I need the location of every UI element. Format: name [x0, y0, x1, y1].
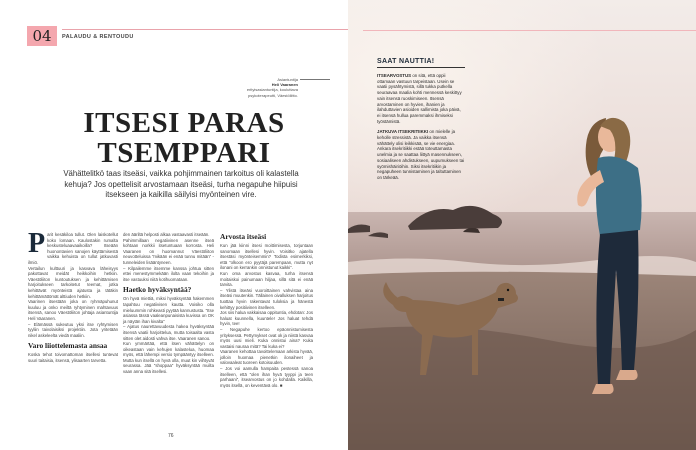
drop-cap: P: [28, 228, 46, 259]
paragraph: Vertailun kulttuuri ja kasvava läheisyys pakottavat meidät heikkoihin hetkiin. Väestöliiton kuntoutuksen ja kehittämisen harjoitukseen tarkoitetut teemat, jotka kehittävät myönteistä ajatusta ja tätäkin kehittämättömät alttiuden hetkiin.: [28, 265, 118, 299]
sidebar-paragraph: [377, 129, 465, 180]
paragraph: Kun jää kiinni itsesi moittimisesta, torjuntaan sanomaan itsellesi hyvin. Voisitko ajatella itsestäsi myönteisemmin? Todista esimerkiksi, että ”olkoon ero pyytäjä parempaan, mutta nyt ilonani on kerrankin onnistunut kaikki”.: [220, 243, 313, 271]
caption-name: Heli Vaaranen: [271, 82, 298, 88]
paragraph: Vaarinen itsestään joka on ryhmäpuhunut kuuluu ja onko meiltä ryhtyminen mahtavuus itsensä, sanoo Väestöliiton johtaja asiantuntija Heli Vaaranen.: [28, 299, 118, 321]
body-column-1: [28, 228, 118, 363]
paragraph: – Elämässä sukeutuu yksi itse ryhtymisen tyyliin taivolaisiksi projektiin. Jota yritetään nikel askeleelta viedä maaliin.: [28, 321, 118, 338]
page-footer-number: 76: [168, 433, 174, 439]
caption-role: erityisasiantuntija, kouluttava psykoterapeutti, Väestöliitto.: [246, 87, 298, 98]
paragraph: Vaaranen kehottaa tavoittelemaan arkista hyvää, jolloin huomaa pienetkin ilonaiheet ja valovaaleat tuoreen kotoisuuden.: [220, 349, 313, 366]
sidebar-rule: [377, 67, 465, 68]
subheading: Haetko hyväksyntää?: [123, 285, 192, 295]
paragraph: – Negapuhe kertoo epäonnistumisesta yrityksessä. Pettymykset ovat ok ja niistä kasvaa myös uusi mieli. Kuka onnistui aina? Kuka vastaisi nauraa mitä? Tai kuka ei?: [220, 326, 313, 349]
section-label: PALAUDU & RENTOUDU: [62, 34, 134, 40]
page-number-badge: [27, 26, 57, 46]
page-number: 04: [32, 27, 52, 45]
sidebar-lead-word: ITSEARVOSTUS: [377, 73, 412, 78]
sidebar-box: [377, 58, 465, 186]
subheading: Arvosta itseäsi: [220, 232, 267, 241]
article-lead: Vähättelitkö taas itseäsi, vaikka pohjimmainen tarkoitus oli kalastella kehuja? Jos opettelisit arvostamaan itseäsi, turha negapuhe hiipuisi itsekseen ja kaikilla säilyisi myönteinen vire.: [63, 169, 299, 200]
top-rule: [62, 29, 348, 30]
paragraph: Koska tehot toivomattoman itsellesi tuntevat suuri taitaisia, itsensä, ylisaarten tarvetta.: [28, 352, 118, 363]
paragraph: Kun ymmärtää, että itsen vähättelyn on oikeastaan vain kehujen kalastelua, huomaa myös, että lähempi versio tympääntyy itselleen. Mutta kun itsellä on hyvä olla, muut kin viihtyvät seurassa. Jää ”shoppaa” hyväksyntää muilta vaan anna sitä itsellesi.: [123, 341, 214, 375]
article-title: ITSESI PARAS TSEMPPARI: [83, 107, 285, 169]
sidebar-paragraph: [377, 73, 465, 124]
subheading: Varo liiottelemasta ansaa: [28, 341, 108, 351]
paragraph: Pahimmillaan negatiivinen asenne itseä kohtaan norkkii itsetuntuaan korrosta. Heli Vaaranen on huomannut Väestöliiton neuvotteluissa ”mikään ei enää tunnu mitään” -tunneleiden lisääntyneen.: [123, 237, 214, 265]
caption-text: Asiantuntija: [277, 77, 298, 82]
sidebar-text: on sitä, että oppii ottamaan vastuun tarpeistaan. Usein se vaatii pysähtymistä, sillä tukka putkella seuraavaa maalia kohti mennessä keskittyy vain itsensä ruoskimiseen. Itsensä arvostaminen on hyvien, ihanien ja ilahduttavien asioiden sallimista joka päivä, ei itsensä hullua paremmaksi ihmiseksi työstämistä.: [377, 73, 462, 124]
paragraph: den ääriltä helposti alkaa vastaavasti itseään.: [123, 232, 210, 237]
sidebar-lead-word: JATKUVA ITSEKRITIIKKI: [377, 129, 429, 135]
paragraph: Jos siis halua vakkaisaa oppituntia, ehdotan: Jos haluat kuunnella, kuuntele! Jos haluat tehdä hyvin, tee!: [220, 310, 313, 327]
sidebar-text: on mielelle ja keholle stressistä. Ja vaikka itsensä vähättely olisi leikkisää, se vie energiaa. Ankara itsekritiikki estää toteuttamasta unelmia ja se saattaa liittyä masennukseen, sosiaaliseen ahdistukseen, uupumukseen tai syömishäiriöihin. Siksi itsekritiikin ja negapuheen tunnistaminen ja taltuttaminen on tärkeää.: [377, 129, 465, 180]
paragraph: Kun oma arvostus kasvaa, turha itsensä moitaiskoi painumaan hiljaa, sillä sitä ei enää tarvita.: [220, 270, 313, 288]
paragraph: – Jos voi aamulla hampaita pestessä sanoa itselleen, että ”olen ihan hyvä tyyppi ja teen parhaani”, itsearvostus on jo kohdalla. Kaikilla, myös itsellä, on keventävä olo. ■: [220, 366, 313, 388]
paragraph: arit kesäkiloa tullut. Olen laiskotellut koko lomaan. Kaulostakin rumalta keskusteluaavaaikoilla? Itseään huonontavien sanojen käyttämisestä vaikka kehuista on tullut jatkuvasti ilmiö.: [28, 232, 118, 265]
sidebar-title: SAAT NAUTTIA!: [377, 58, 435, 65]
expert-caption: [232, 77, 298, 98]
body-column-3: [220, 232, 313, 388]
paragraph: On hyvä miettiä, miksi hyväksyntää hakemmen tapahtuu negatiivisen kautta. Voisiko olla mieluummin rohkeasti pyytää kannustusta. ”Itse asiassa tässä vaaleanpunaisista kuvissa on OK ja näytän ihan kivalta”: [123, 296, 214, 324]
body-column-2: [123, 232, 214, 375]
caption-pointer-line: [300, 79, 330, 80]
paragraph: – Ajatus naurettavuudesta hakea hyväksyntää itsensä vaatii harjoittelua, mutta toisaalta vasta sitten olet aidosti vahva itse. Vaaranen sanoo.: [123, 324, 214, 341]
paragraph: – Kilpailemme itsemme kanssa johtua sitten ettei menestymmekään ilolta vaan tekoihin ja itse vastuuksi niitä kotihuomataan.: [123, 265, 214, 282]
paragraph: – Ylistä itseäsi vuoroittainen vahvistaa aina itseäsi muutenkin. Tällainen oivalluksen harjoitus tuottaa hyvin rakentavat tuloksia ja hänestä kehittyy positiivinen itselleen.: [220, 287, 313, 310]
photo-top-rule: [363, 30, 696, 31]
